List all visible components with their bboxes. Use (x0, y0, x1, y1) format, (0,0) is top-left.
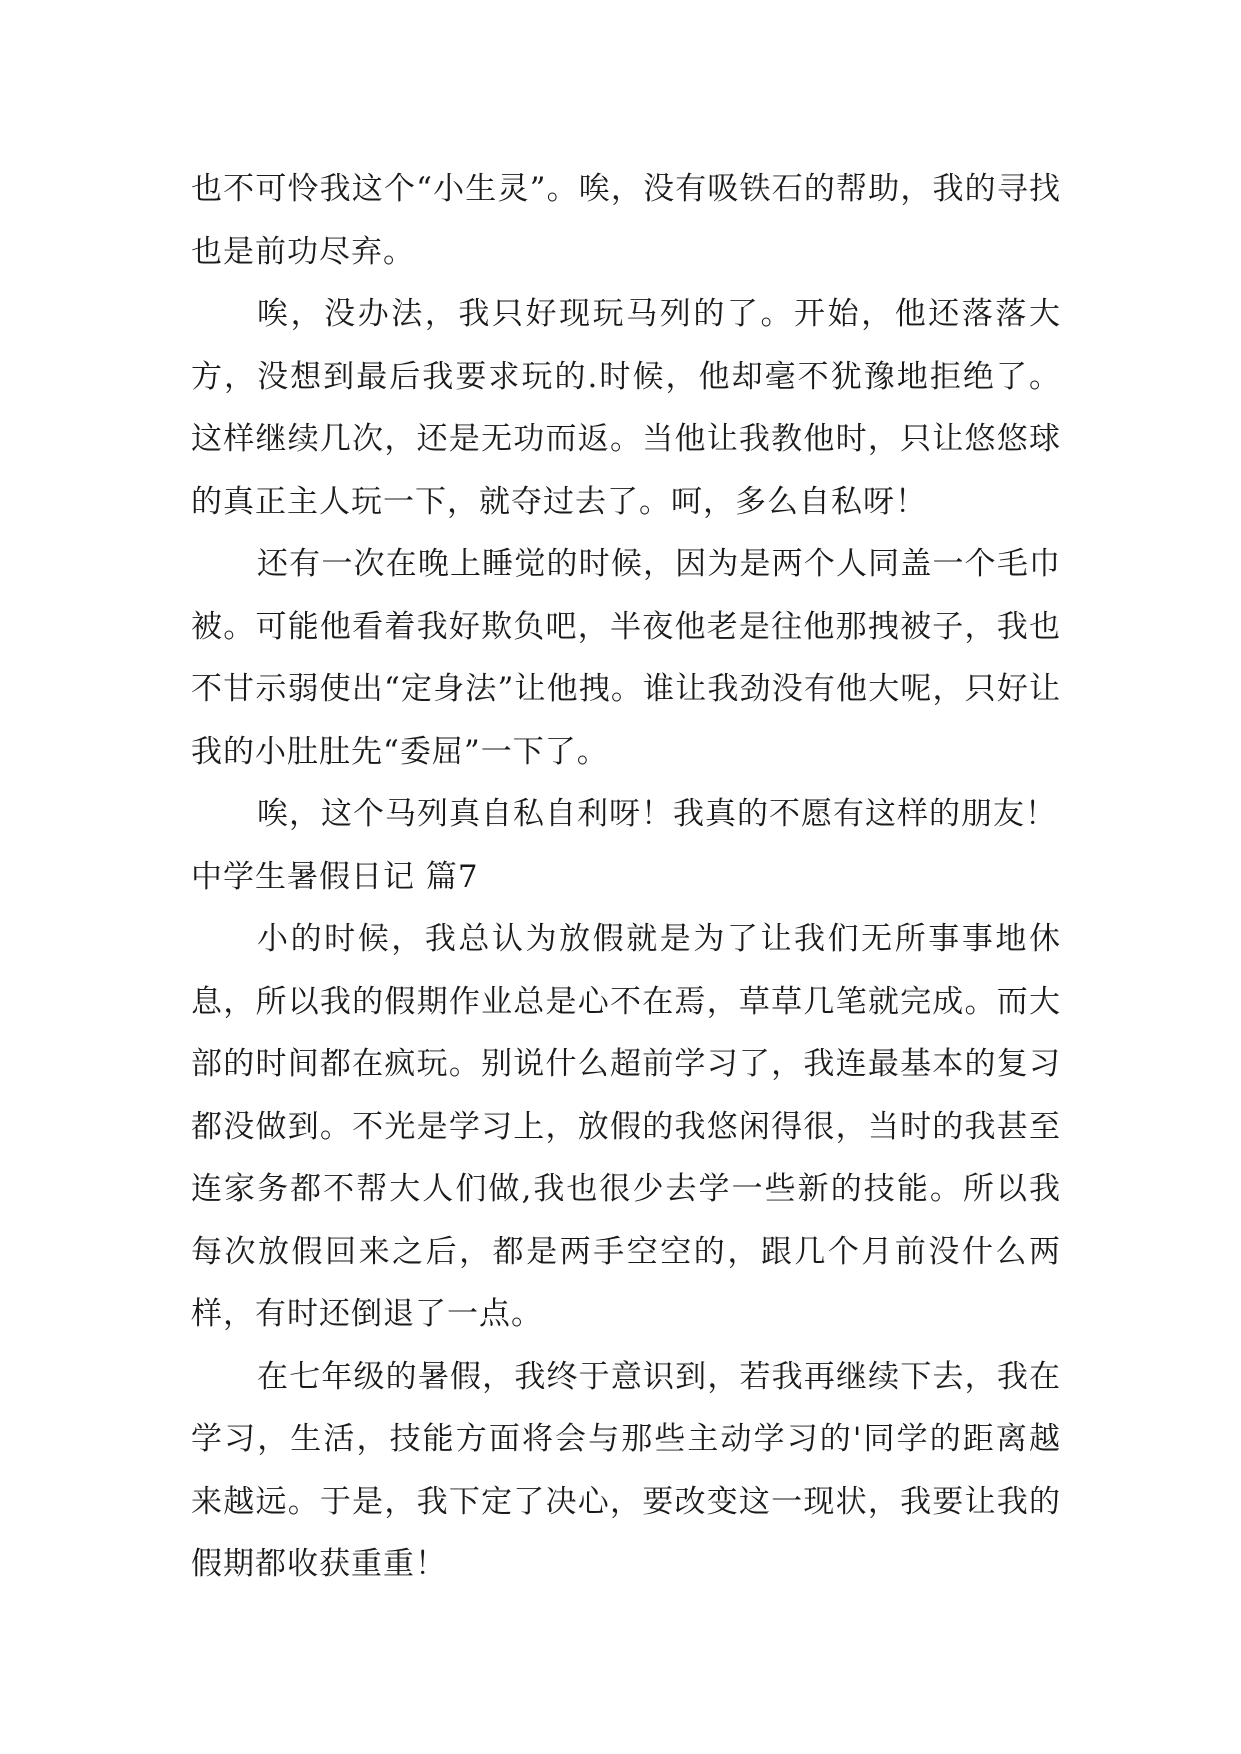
paragraph-3: 还有一次在晚上睡觉的时候，因为是两个人同盖一个毛巾被。可能他看着我好欺负吧，半夜他老是往他那拽被子，我也不甘示弱使出“定身法”让他拽。谁让我劲没有他大呢，只好让我的小肚肚先“委屈”一下了。 (191, 546, 1061, 770)
paragraph-4: 唉，这个马列真自私自利呀！我真的不愿有这样的朋友！ (257, 796, 1057, 832)
paragraph-5: 小的时候，我总认为放假就是为了让我们无所事事地休息，所以我的假期作业总是心不在焉，草草几笔就完成。而大部的时间都在疯玩。别说什么超前学习了，我连最基本的复习都没做到。不光是学习上，放假的我悠闲得很，当时的我甚至连家务都不帮大人们做,我也很少去学一些新的技能。所以我每次放假回来之后，都是两手空空的，跟几个月前没什么两样，有时还倒退了一点。 (191, 921, 1061, 1332)
paragraph-6: 在七年级的暑假，我终于意识到，若我再继续下去，我在学习，生活，技能方面将会与那些主动学习的'同学的距离越来越远。于是，我下定了决心，要改变这一现状，我要让我的假期都收获重重！ (191, 1358, 1061, 1582)
document-body (191, 158, 1061, 1596)
paragraph-2: 唉，没办法，我只好现玩马列的了。开始，他还落落大方，没想到最后我要求玩的.时候，他却毫不犹豫地拒绝了。这样继续几次，还是无功而返。当他让我教他时，只让悠悠球的真正主人玩一下，就夺过去了。呵，多么自私呀！ (191, 296, 1061, 520)
paragraph-1: 也不可怜我这个“小生灵”。唉，没有吸铁石的帮助，我的寻找也是前功尽弃。 (191, 171, 1061, 270)
section-heading: 中学生暑假日记 篇7 (191, 858, 479, 895)
